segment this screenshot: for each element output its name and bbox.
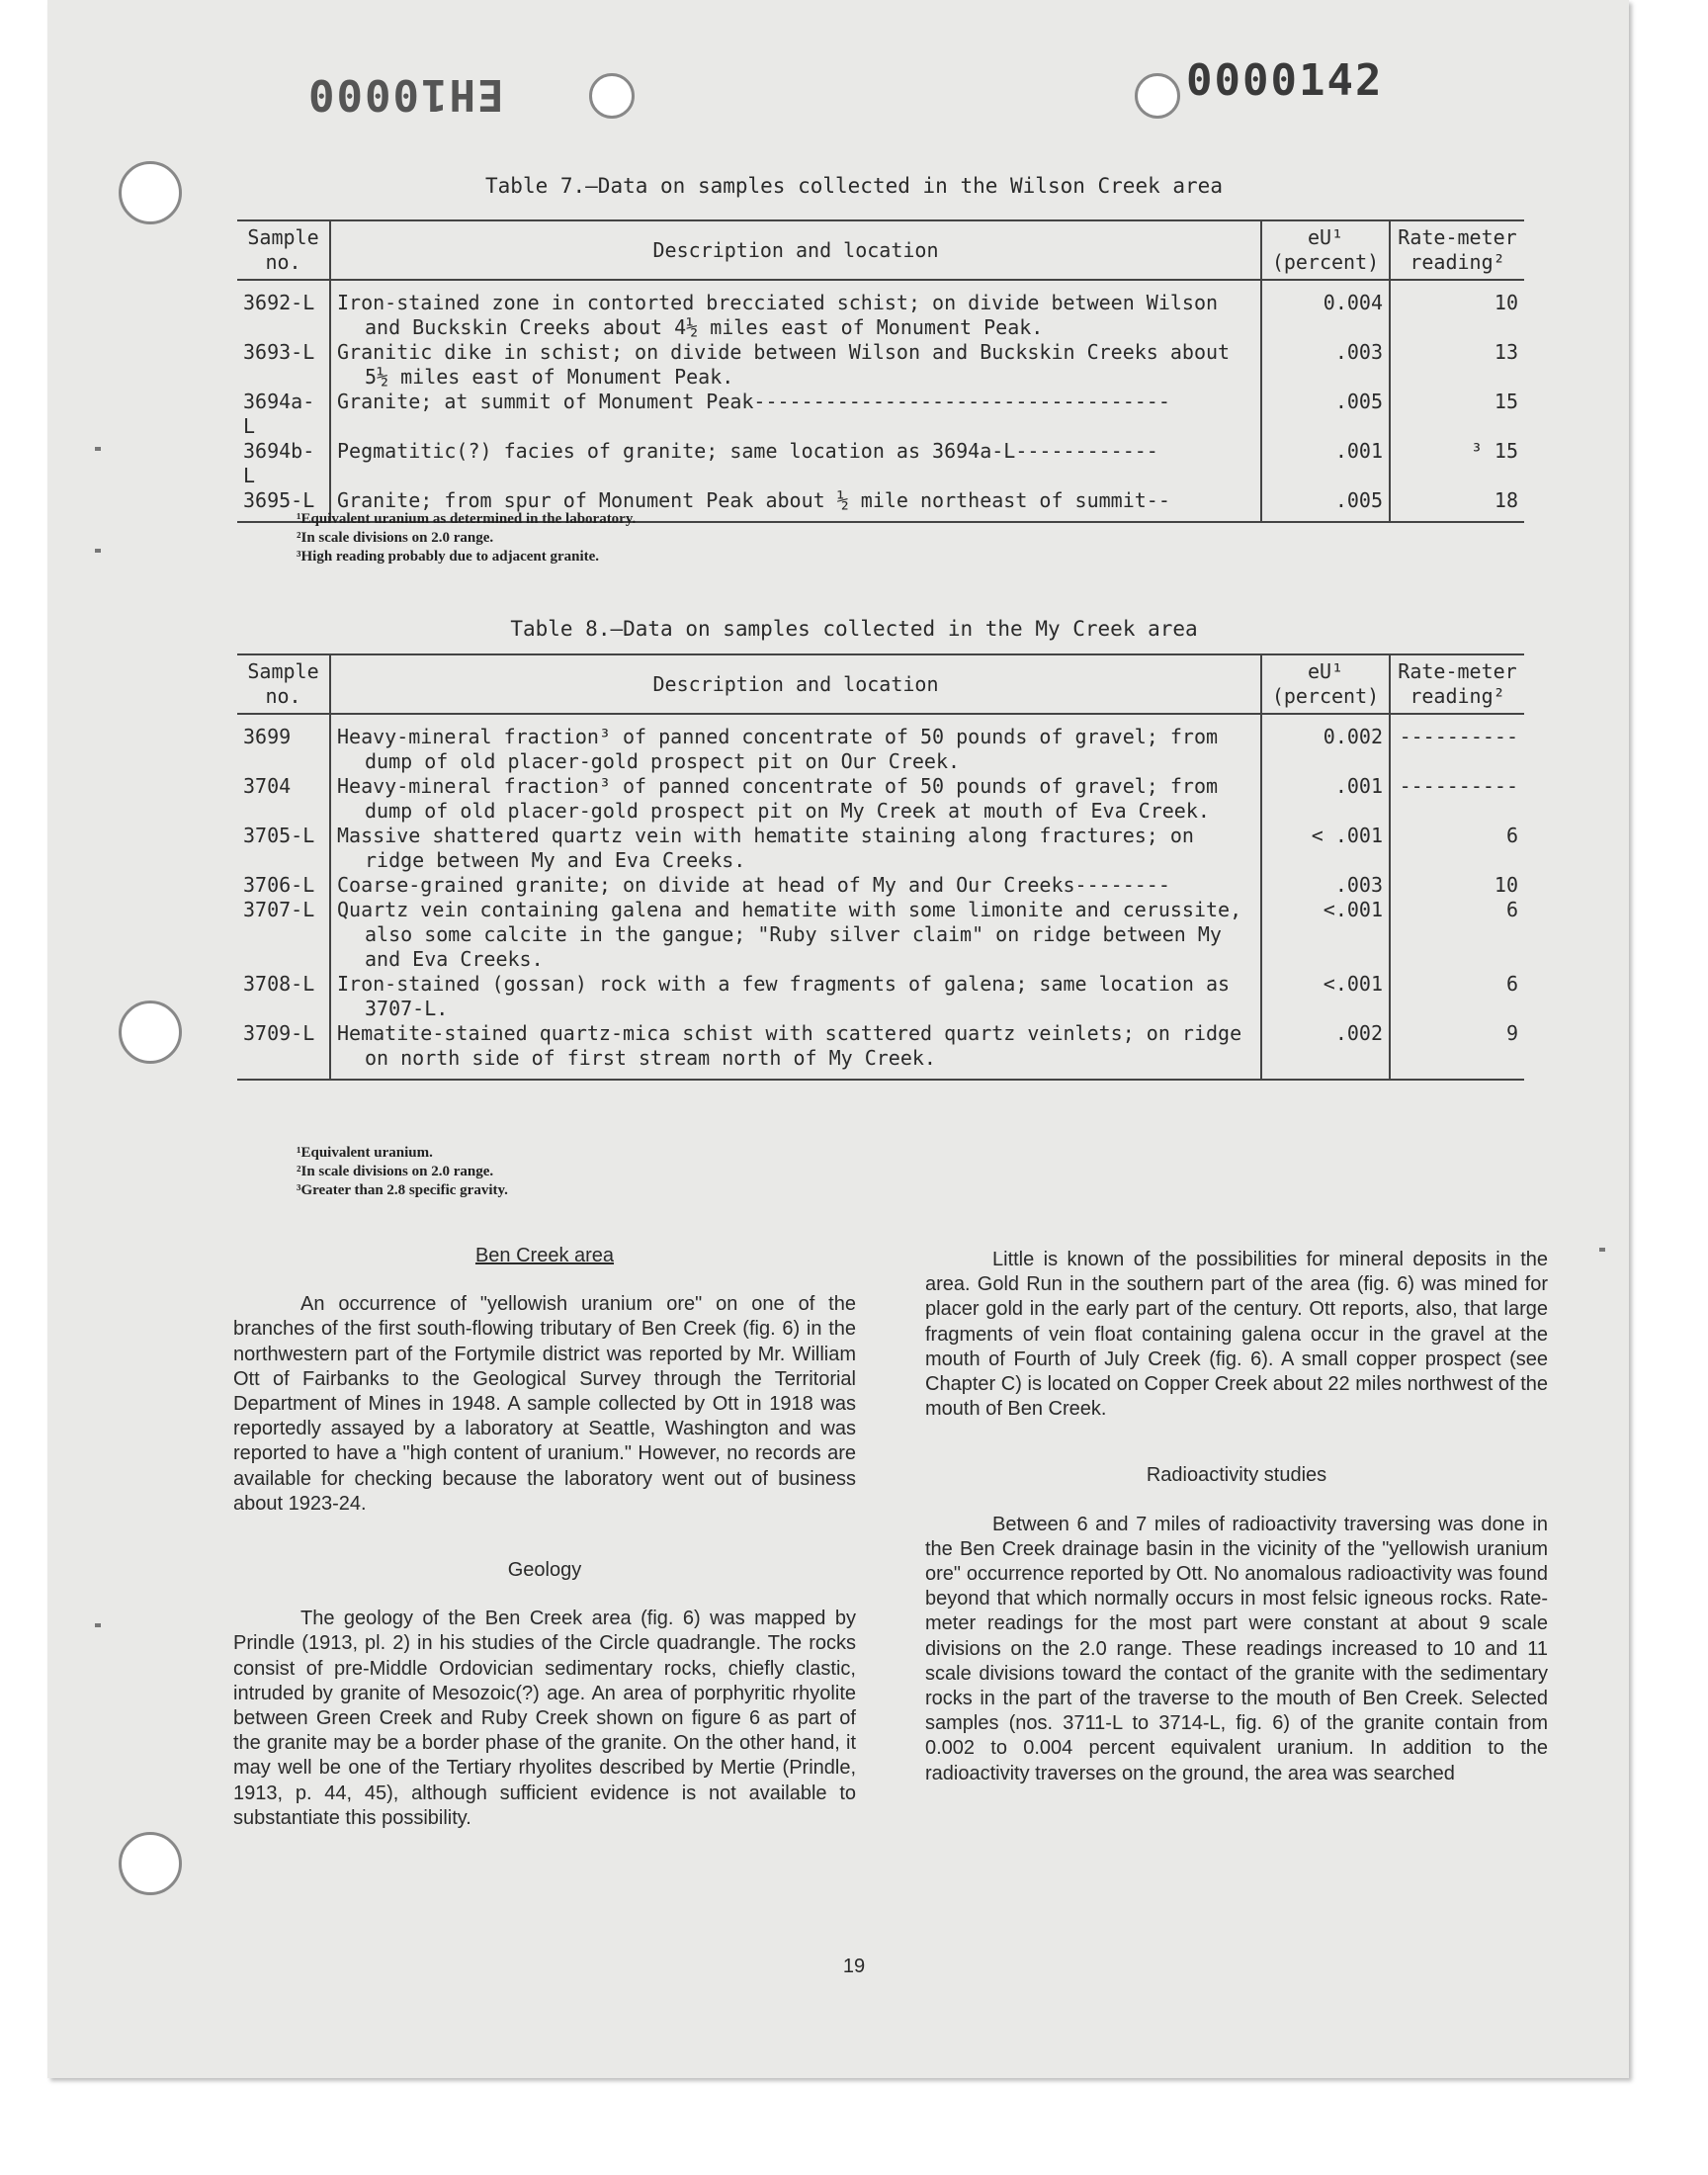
- eu-cell: < .001: [1261, 824, 1390, 873]
- footnote: ²In scale divisions on 2.0 range.: [297, 530, 494, 546]
- table-row: [237, 898, 1524, 972]
- table8: [237, 653, 1524, 1081]
- rate-cell: 6: [1390, 824, 1524, 873]
- eu-cell: <.001: [1261, 972, 1390, 1021]
- eu-cell: .003: [1261, 873, 1390, 898]
- radioactivity-heading: Radioactivity studies: [1146, 1464, 1327, 1487]
- table-row: [237, 714, 1524, 774]
- table-row: [237, 390, 1524, 439]
- description-cell: Granitic dike in schist; on divide between Wilson and Buckskin Creeks about 5½ miles east of Monument Peak.: [337, 340, 1231, 389]
- description-cell: Iron-stained (gossan) rock with a few fragments of galena; same location as 3707-L.: [337, 972, 1231, 1020]
- table7-title: Table 7.—Data on samples collected in the Wilson Creek area: [485, 174, 1223, 198]
- description-cell: Granite; at summit of Monument Peak-----------------------------------: [337, 390, 1170, 413]
- table8-title: Table 8.—Data on samples collected in the My Creek area: [510, 617, 1198, 641]
- rate-cell: ----------: [1390, 774, 1524, 824]
- table7: [237, 219, 1524, 523]
- page-number: 19: [842, 1956, 866, 1977]
- table8-header-sample: Sample no.: [237, 654, 330, 714]
- rate-cell: 13: [1390, 340, 1524, 390]
- rate-cell: 9: [1390, 1021, 1524, 1080]
- description-cell: Coarse-grained granite; on divide at head of My and Our Creeks--------: [337, 873, 1170, 897]
- eu-cell: .005: [1261, 390, 1390, 439]
- eu-cell: 0.004: [1261, 280, 1390, 340]
- eu-cell: <.001: [1261, 898, 1390, 972]
- table7-header-rate: Rate-meter reading²: [1390, 220, 1524, 280]
- ben-creek-paragraph: An occurrence of "yellowish uranium ore" on one of the branches of the first south-flowing tributary of Ben Creek (fig. 6) in the northwestern part of the Fortymile district was reported by Mr. William Ott of Fairbanks to the Geological Survey through the Territorial Department of Mines in 1948. A sample collected by Ott in 1918 was reportedly assayed by a laboratory at Seattle, Washington and was reported to have a "high content of uranium." However, no records are available for checking because the laboratory went out of business about 1923-24.: [233, 1293, 856, 1515]
- eu-cell: .001: [1261, 774, 1390, 824]
- sample-cell: 3708-L: [237, 972, 330, 1021]
- table8-header-eu: eU¹ (percent): [1261, 654, 1390, 714]
- description-cell: Quartz vein containing galena and hematite with some limonite and cerussite, also some calcite in the gangue; "Ruby silver claim" on ridge between My and Eva Creeks.: [337, 898, 1242, 971]
- table8-header-row: [237, 654, 1524, 714]
- sample-cell: 3692-L: [237, 280, 330, 340]
- description-cell: Heavy-mineral fraction³ of panned concentrate of 50 pounds of gravel; from dump of old placer-gold prospect pit on Our Creek.: [337, 725, 1219, 773]
- margin-mark: [1599, 1248, 1605, 1252]
- footnote: ¹Equivalent uranium as determined in the laboratory.: [297, 511, 637, 527]
- rate-cell: 10: [1390, 873, 1524, 898]
- margin-mark: [95, 447, 101, 451]
- rate-cell: 6: [1390, 972, 1524, 1021]
- table7-footnotes: [297, 510, 636, 566]
- sample-cell: 3694a-L: [237, 390, 330, 439]
- intro-paragraph: Little is known of the possibilities for mineral deposits in the area. Gold Run in the southern part of the area (fig. 6) was mined for placer gold in the early part of the century. Ott reports, also, that large fragments of vein float containing galena occur in the gravel at the mouth of Fourth of July Creek (fig. 6). A small copper prospect (see Chapter C) is located on Copper Creek about 22 miles northwest of the mouth of Ben Creek.: [925, 1249, 1548, 1421]
- eu-cell: .001: [1261, 439, 1390, 488]
- eu-cell: .003: [1261, 340, 1390, 390]
- stamp-number-right: 0000142: [1186, 55, 1384, 106]
- stamp-circle-right: [1135, 73, 1180, 119]
- footnote: ²In scale divisions on 2.0 range.: [297, 1164, 494, 1179]
- sample-cell: 3704: [237, 774, 330, 824]
- rate-cell: ----------: [1390, 714, 1524, 774]
- description-cell: Granite; from spur of Monument Peak about ½ mile northeast of summit--: [337, 488, 1170, 512]
- sample-cell: 3709-L: [237, 1021, 330, 1080]
- stamp-number-left: EH10000: [306, 69, 504, 120]
- stamp-circle-left: [589, 73, 635, 119]
- footnote: ¹Equivalent uranium.: [297, 1145, 433, 1161]
- left-column: [233, 1244, 856, 1831]
- rate-cell: 6: [1390, 898, 1524, 972]
- rate-cell: 15: [1390, 390, 1524, 439]
- sample-cell: 3707-L: [237, 898, 330, 972]
- description-cell: Pegmatitic(?) facies of granite; same location as 3694a-L------------: [337, 439, 1158, 463]
- description-cell: Hematite-stained quartz-mica schist with scattered quartz veinlets; on ridge on north side of first stream north of My Creek.: [337, 1021, 1242, 1070]
- eu-cell: 0.002: [1261, 714, 1390, 774]
- sample-cell: 3695-L: [237, 488, 330, 522]
- geology-heading: Geology: [507, 1559, 582, 1582]
- eu-cell: .002: [1261, 1021, 1390, 1080]
- table8-header-description: Description and location: [330, 654, 1261, 714]
- footnote: ³Greater than 2.8 specific gravity.: [297, 1182, 508, 1198]
- description-cell: Heavy-mineral fraction³ of panned concentrate of 50 pounds of gravel; from dump of old placer-gold prospect pit on My Creek at mouth of Eva Creek.: [337, 774, 1219, 823]
- table-row: [237, 439, 1524, 488]
- table-row: [237, 340, 1524, 390]
- table7-header-description: Description and location: [330, 220, 1261, 280]
- table-row: [237, 873, 1524, 898]
- sample-cell: 3705-L: [237, 824, 330, 873]
- table-row: [237, 774, 1524, 824]
- eu-cell: .005: [1261, 488, 1390, 522]
- table7-header-row: [237, 220, 1524, 280]
- sample-cell: 3706-L: [237, 873, 330, 898]
- rate-cell: ³ 15: [1390, 439, 1524, 488]
- table7-header-eu: eU¹ (percent): [1261, 220, 1390, 280]
- rate-cell: 10: [1390, 280, 1524, 340]
- table-row: [237, 1021, 1524, 1080]
- geology-paragraph: The geology of the Ben Creek area (fig. 6) was mapped by Prindle (1913, pl. 2) in his studies of the Circle quadrangle. The rocks consist of pre-Middle Ordovician sedimentary rocks, chiefly clastic, intruded by granite of Mesozoic(?) age. An area of porphyritic rhyolite between Green Creek and Ruby Creek shown on figure 6 as part of the granite may be a border phase of the granite. On the other hand, it may well be one of the Tertiary rhyolites described by Mertie (Prindle, 1913, p. 44, 45), although sufficient evidence is not available to substantiate this possibility.: [233, 1608, 856, 1829]
- description-cell: Iron-stained zone in contorted brecciated schist; on divide between Wilson and Buckskin Creeks about 4½ miles east of Monument Peak.: [337, 291, 1219, 339]
- table-row: [237, 280, 1524, 340]
- footnote: ³High reading probably due to adjacent granite.: [297, 549, 600, 565]
- sample-cell: 3699: [237, 714, 330, 774]
- margin-mark: [95, 1623, 101, 1627]
- punch-hole-bottom: [119, 1832, 182, 1895]
- table-row: [237, 824, 1524, 873]
- table8-footnotes: [297, 1144, 508, 1200]
- ben-creek-heading: Ben Creek area: [474, 1245, 615, 1266]
- table8-header-rate: Rate-meter reading²: [1390, 654, 1524, 714]
- rate-cell: 18: [1390, 488, 1524, 522]
- sample-cell: 3694b-L: [237, 439, 330, 488]
- radioactivity-paragraph: Between 6 and 7 miles of radioactivity traversing was done in the Ben Creek drainage basin in the vicinity of the "yellowish uranium ore" occurrence reported by Ott. No anomalous radioactivity was found beyond that which normally occurs in most felsic igneous rocks. Rate-meter readings for the most part were constant at about 9 scale divisions on the 2.0 range. These readings increased to 10 and 11 scale divisions toward the contact of the granite with the sedimentary rocks in the part of the traverse to the mouth of Ben Creek. Selected samples (nos. 3711-L to 3714-L, fig. 6) of the granite contain from 0.002 to 0.004 percent equivalent uranium. In addition to the radioactivity traverses on the ground, the area was searched: [925, 1513, 1548, 1784]
- description-cell: Massive shattered quartz vein with hematite staining along fractures; on ridge between My and Eva Creeks.: [337, 824, 1194, 872]
- punch-hole-middle: [119, 1000, 182, 1064]
- table7-header-sample: Sample no.: [237, 220, 330, 280]
- right-column: [925, 1248, 1548, 1786]
- sample-cell: 3693-L: [237, 340, 330, 390]
- margin-mark: [95, 549, 101, 553]
- table-row: [237, 972, 1524, 1021]
